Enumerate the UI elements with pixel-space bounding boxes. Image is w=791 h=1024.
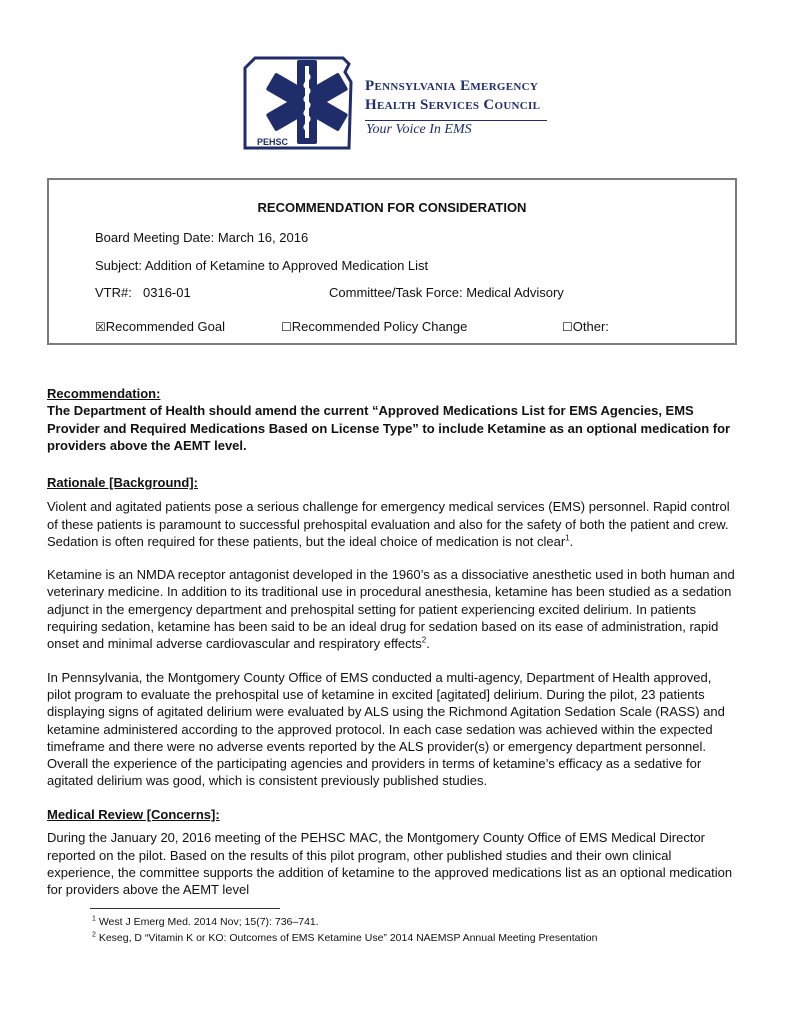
option-other-label: Other: [572, 319, 609, 334]
org-name [365, 77, 540, 115]
unchecked-box-icon: ☐ [562, 320, 573, 334]
rfc-title: RECOMMENDATION FOR CONSIDERATION [257, 200, 527, 215]
pehsc-logo [241, 52, 551, 156]
rationale-p1-text: Violent and agitated patients pose a serious challenge for emergency medical services (EMS) personnel. Rapid control of these patients is paramount to successful prehospital evaluation and also for the safety of both the patient and crew. Sedation is often required for these patients, but the ideal choice of medication is not clear [47, 499, 730, 549]
vtr-value: 0316-01 [143, 285, 191, 300]
rationale-section [47, 474, 737, 790]
option-recommended-goal [95, 319, 225, 334]
option-other [562, 319, 609, 334]
rationale-p2-text: Ketamine is an NMDA receptor antagonist developed in the 1960’s as a dissociative anesthetic used in both human and veterinary medicine. In addition to its traditional use in procedural anesthesia, ketamine has been studied as a sedation adjunct in the emergency department and prehospital setting for patient experiencing excited delirium. In patients requiring sedation, ketamine has been said to be an ideal drug for sedation based on its ease of administration, rapid onset and minimal adverse cardiovascular and respiratory effects [47, 567, 735, 652]
org-divider [365, 120, 547, 121]
rationale-heading: Rationale [Background]: [47, 475, 198, 490]
org-name-line1: Pennsylvania Emergency [365, 78, 539, 94]
rationale-paragraph-2 [47, 566, 737, 652]
recommendation-text: The Department of Health should amend the current “Approved Medications List for EMS Agencies, EMS Provider and Required Medications Based on License Type” to include Ketamine as an optional medication for providers above the AEMT level. [47, 403, 731, 453]
committee-line: Committee/Task Force: Medical Advisory [329, 285, 564, 300]
recommendation-section [47, 385, 737, 454]
option-policy-change [281, 319, 467, 334]
org-tagline: Your Voice In EMS [366, 122, 472, 137]
medical-review-text: During the January 20, 2016 meeting of the PEHSC MAC, the Montgomery County Office of EMS Medical Director reported on the pilot. Based on the results of this pilot program, other published studies and their own clinical experience, the committee supports the addition of ketamine to the approved medications list as an optional medication for providers above the AEMT level [47, 830, 733, 898]
vtr-label: VTR#: [95, 285, 132, 300]
rationale-paragraph-3: In Pennsylvania, the Montgomery County Office of EMS conducted a multi-agency, Department of Health approved, pilot program to evaluate the prehospital use of ketamine in excited [agitated] delirium. During the pilot, 23 patients displaying signs of agitated delirium were evaluated by ALS using the Richmond Agitation Sedation Scale (RASS) and ketamine administered according to the approved protocol. In each case sedation was achieved within the expected timeframe and there were no adverse events reported by the ALS provider(s) or emergency department personnel. Overall the experience of the participating agencies and providers in terms of ketamine’s efficacy as a sedative for agitated delirium was good, which is consistent previously published studies. [47, 669, 725, 789]
medical-review-section [47, 806, 737, 898]
option-goal-label: Recommended Goal [105, 319, 225, 334]
footnote-1-number: 1 [92, 915, 96, 923]
footnote-2 [92, 932, 597, 944]
medical-review-heading: Medical Review [Concerns]: [47, 807, 220, 822]
footnote-ref-2: 2 [421, 636, 427, 646]
rationale-paragraph-1 [47, 498, 737, 550]
logo-abbreviation: PEHSC [257, 137, 289, 147]
checked-box-icon: ☒ [95, 320, 106, 334]
unchecked-box-icon: ☐ [281, 320, 292, 334]
footnote-1-text: West J Emerg Med. 2014 Nov; 15(7): 736–741. [98, 916, 319, 928]
org-name-line2: Health Services Council [365, 97, 541, 113]
footnote-divider [90, 908, 280, 909]
footnote-ref-1: 1 [565, 533, 570, 543]
rationale-p2-end: . [426, 636, 430, 652]
footnote-1 [92, 916, 319, 928]
recommendation-box [47, 178, 737, 345]
option-policy-label: Recommended Policy Change [291, 319, 468, 334]
rationale-p1-end: . [569, 533, 574, 549]
meeting-date: Board Meeting Date: March 16, 2016 [95, 230, 309, 245]
subject-line: Subject: Addition of Ketamine to Approved Medication List [95, 258, 429, 273]
footnote-2-text: Keseg, D “Vitamin K or KO: Outcomes of EMS Ketamine Use” 2014 NAEMSP Annual Meeting Presentation [98, 932, 598, 944]
recommendation-heading: Recommendation: [47, 386, 161, 401]
footnote-2-number: 2 [92, 931, 96, 939]
